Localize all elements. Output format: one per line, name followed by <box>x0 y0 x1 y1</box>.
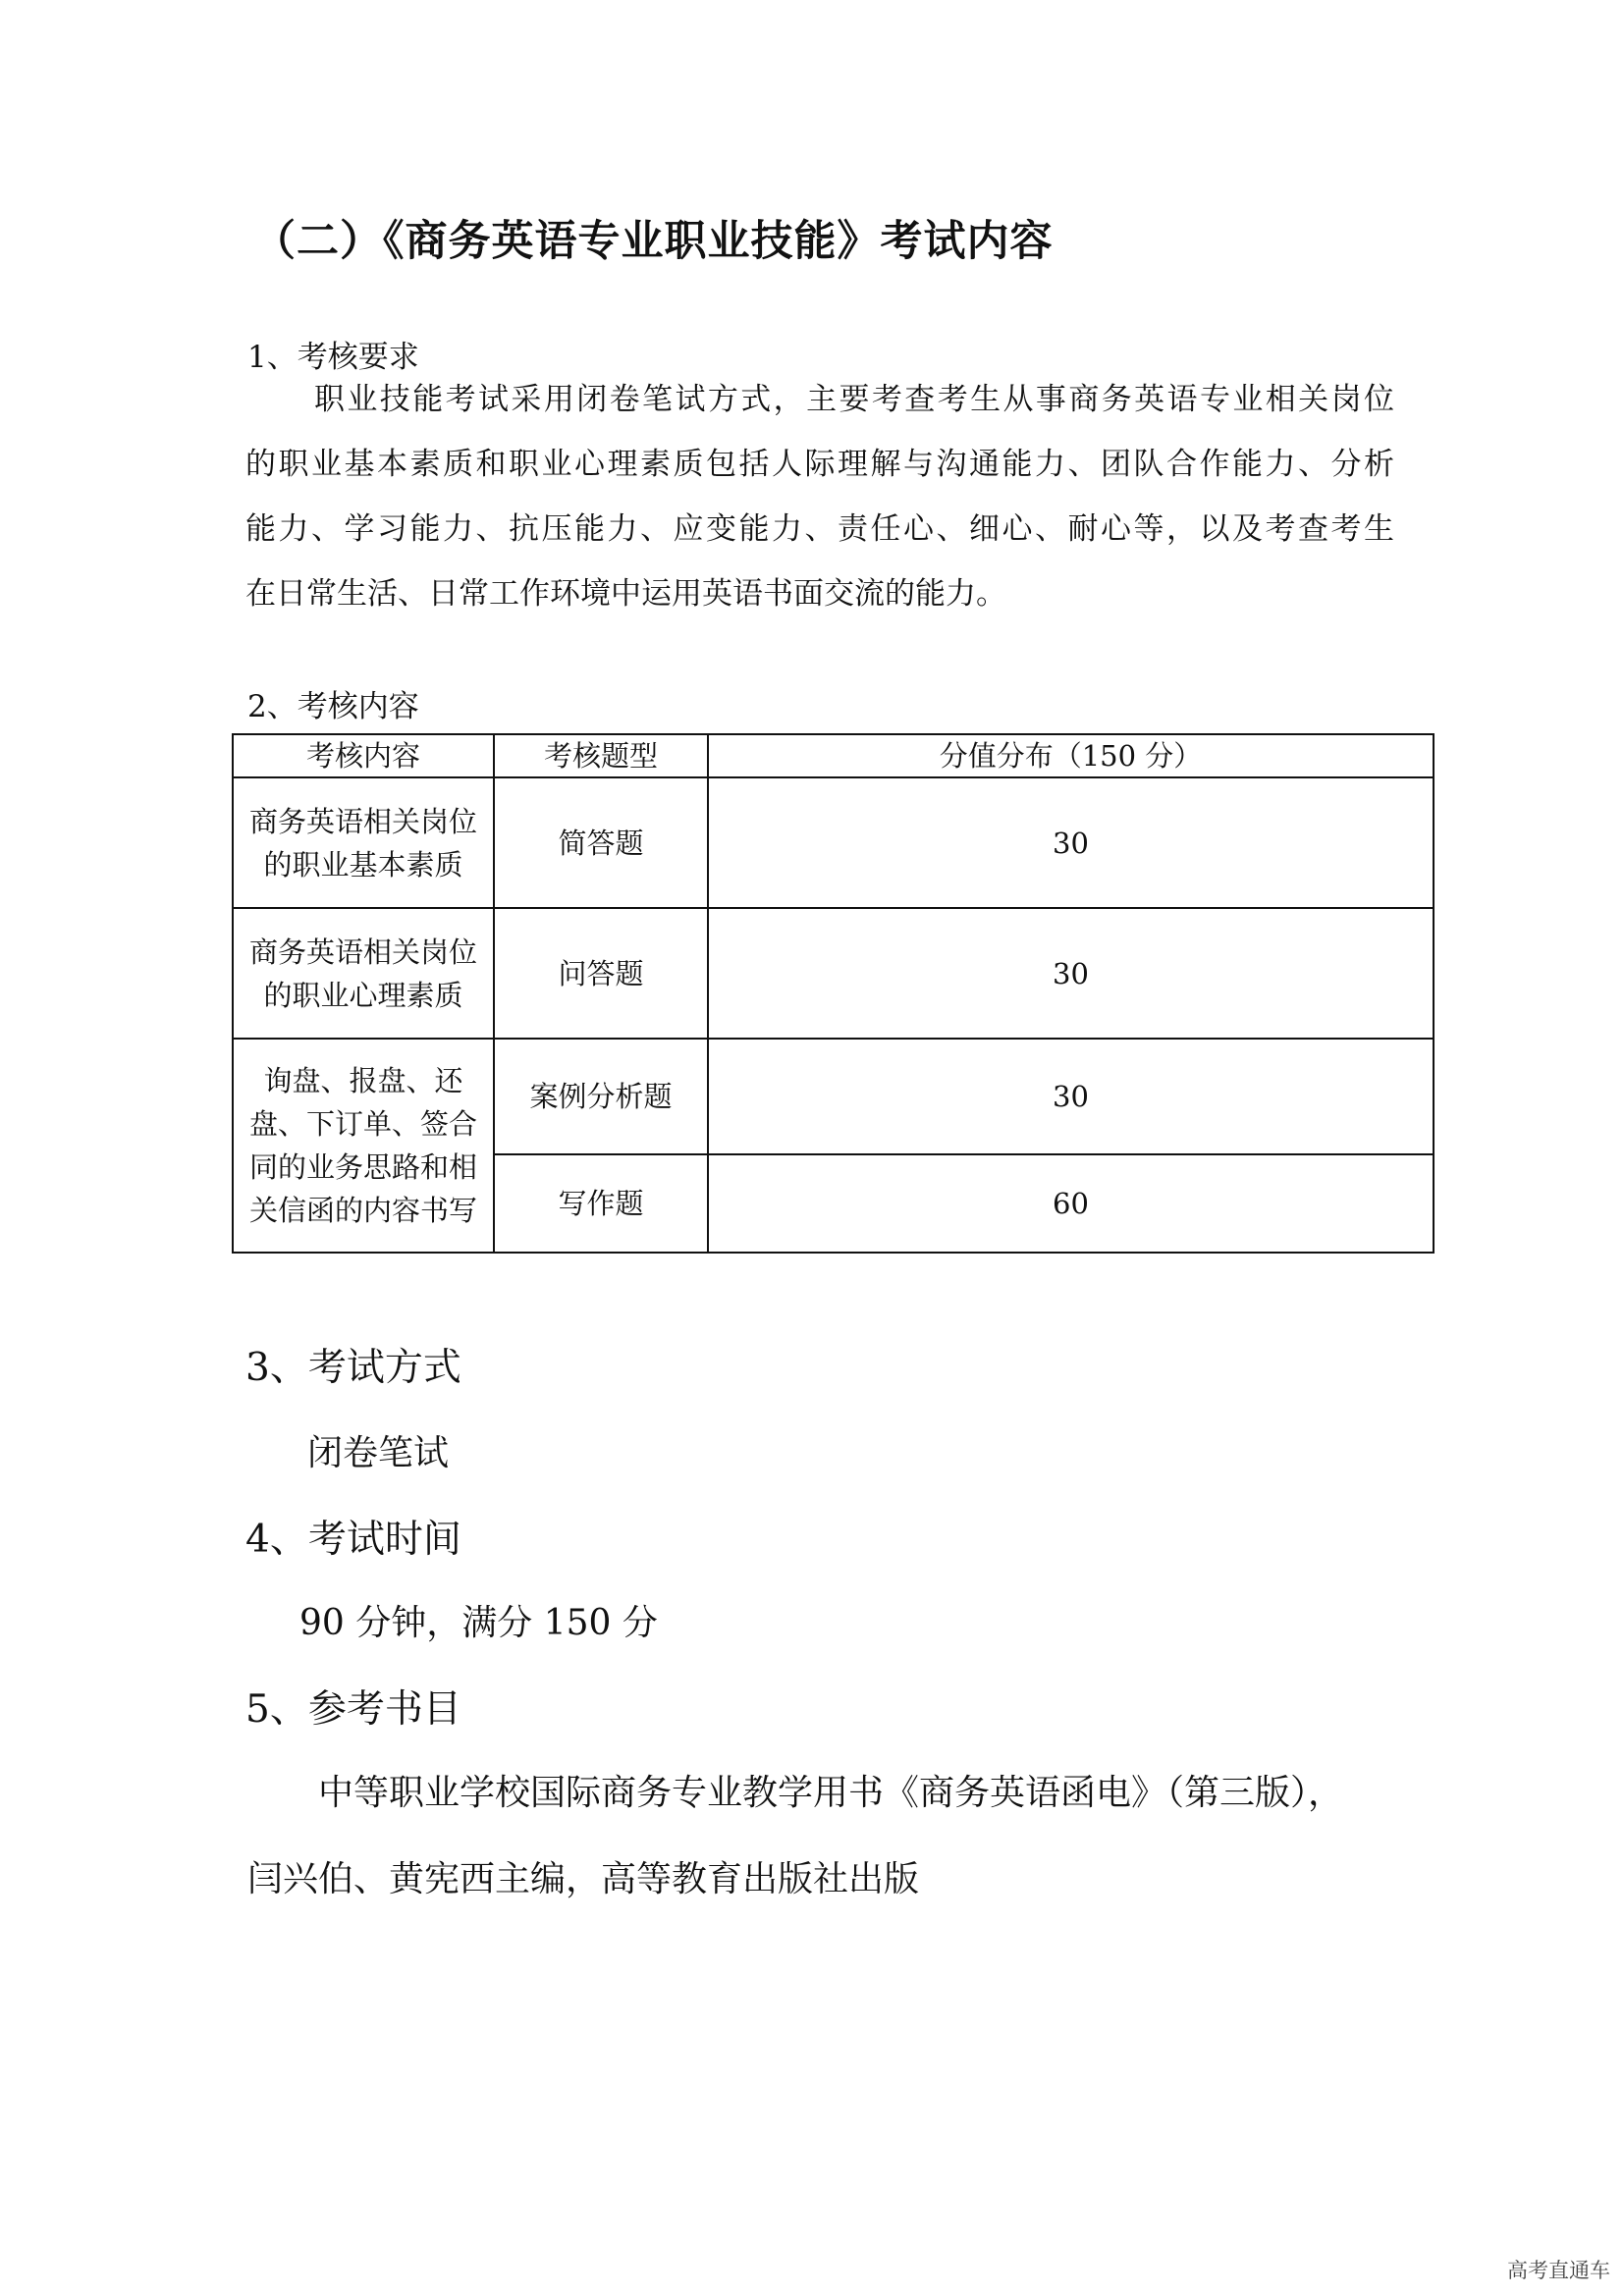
references-line: 中等职业学校国际商务专业教学用书《商务英语函电》（第三版）， <box>318 1773 1344 1813</box>
requirements-line: 能力、学习能力、抗压能力、应变能力、责任心、细心、耐心等，以及考查考生 <box>245 511 1394 547</box>
exam-time-value: 90 分钟，满分 150 分 <box>299 1603 658 1643</box>
table-cell-type: 问答题 <box>494 908 708 1039</box>
references-line: 闫兴伯、黄宪西主编，高等教育出版社出版 <box>247 1859 920 1899</box>
table-cell-score: 60 <box>708 1154 1434 1253</box>
table-cell-score: 30 <box>708 777 1434 908</box>
requirements-line: 在日常生活、日常工作环境中运用英语书面交流的能力。 <box>245 576 1006 612</box>
table-cell-type: 写作题 <box>494 1154 708 1253</box>
requirements-line: 职业技能考试采用闭卷笔试方式，主要考查考生从事商务英语专业相关岗位 <box>314 382 1394 417</box>
table-cell-content: 商务英语相关岗位的职业心理素质 <box>233 908 494 1039</box>
table-header-cell: 考核题型 <box>494 734 708 777</box>
table-row <box>233 908 1434 1039</box>
requirements-title: 1、考核要求 <box>247 340 419 375</box>
table-header-cell: 考核内容 <box>233 734 494 777</box>
section-heading: （二）《商务英语专业职业技能》考试内容 <box>253 217 1054 266</box>
table-cell-score: 30 <box>708 908 1434 1039</box>
footer-watermark: 高考直通车 <box>1507 2259 1610 2282</box>
exam-method-value: 闭卷笔试 <box>307 1433 450 1473</box>
table-row <box>233 777 1434 908</box>
table-header-row <box>233 734 1434 777</box>
table-cell-score: 30 <box>708 1039 1434 1154</box>
requirements-line: 的职业基本素质和职业心理素质包括人际理解与沟通能力、团队合作能力、分析 <box>245 447 1394 482</box>
table-header-cell: 分值分布（150 分） <box>708 734 1434 777</box>
table-cell-type: 简答题 <box>494 777 708 908</box>
content-title: 2、考核内容 <box>247 689 419 724</box>
table-cell-type: 案例分析题 <box>494 1039 708 1154</box>
table-cell-content: 商务英语相关岗位的职业基本素质 <box>233 777 494 908</box>
references-title: 5、参考书目 <box>245 1687 461 1732</box>
exam-time-title: 4、考试时间 <box>245 1518 461 1562</box>
requirements-paragraph <box>245 367 1394 626</box>
table-row <box>233 1039 1434 1154</box>
exam-content-table <box>232 733 1435 1254</box>
table-cell-content: 询盘、报盘、还盘、下订单、签合同的业务思路和相关信函的内容书写 <box>233 1039 494 1253</box>
exam-method-title: 3、考试方式 <box>245 1346 461 1390</box>
